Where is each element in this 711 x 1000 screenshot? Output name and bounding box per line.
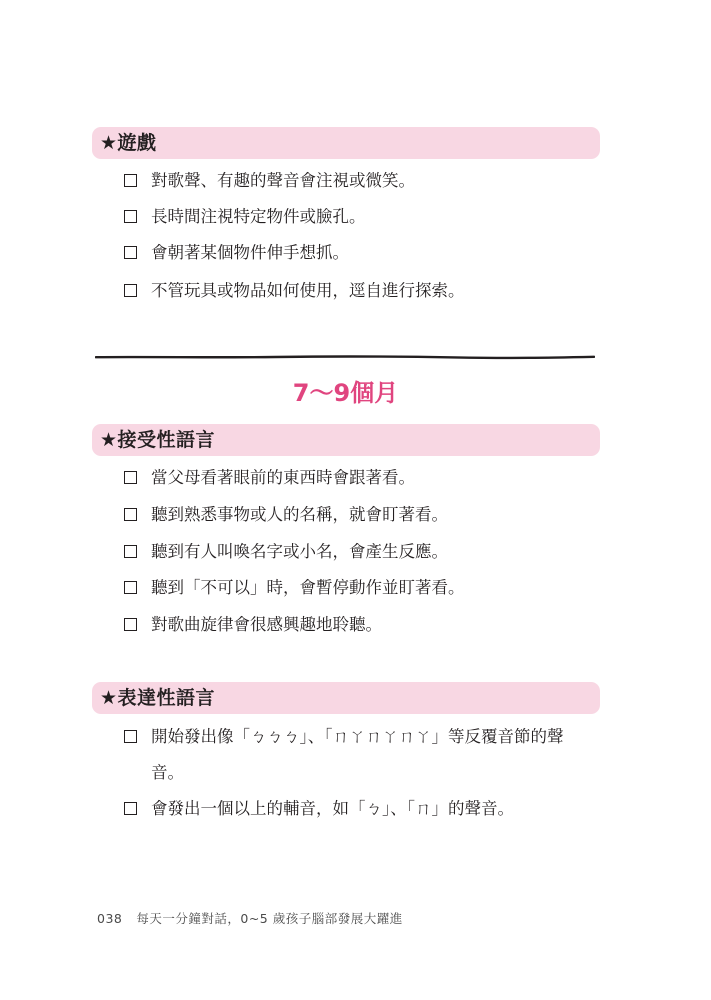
checkbox-icon [124, 581, 137, 594]
checklist-item-text: 長時間注視特定物件或臉孔。 [151, 207, 366, 226]
section-title-receptive: ★接受性語言 [100, 429, 216, 451]
checkbox-icon [124, 545, 137, 558]
checkbox-icon [124, 618, 137, 631]
checklist-item [124, 460, 609, 496]
checkbox-icon [124, 802, 137, 815]
age-range-heading: 7～9個月 [292, 379, 399, 407]
checkbox-icon [124, 210, 137, 223]
checkbox-icon [124, 730, 137, 743]
checklist-item-text-continued: 音。 [151, 763, 184, 782]
page-footer [97, 909, 403, 927]
checklist-item-text: 會朝著某個物件伸手想抓。 [151, 243, 349, 262]
checkbox-icon [124, 471, 137, 484]
section-title-expressive: ★表達性語言 [100, 687, 216, 709]
checklist-item-text: 當父母看著眼前的東西時會跟著看。 [151, 468, 415, 487]
checklist-item-text: 聽到「不可以」時，會暫停動作並盯著看。 [151, 578, 465, 597]
checklist-item [124, 607, 609, 643]
checklist-item-text: 聽到有人叫喚名字或小名，會產生反應。 [151, 542, 448, 561]
checklist-item-text: 不管玩具或物品如何使用，逕自進行探索。 [151, 281, 465, 300]
section-title-play: ★遊戲 [100, 132, 157, 154]
checklist-item [124, 719, 609, 791]
checkbox-icon [124, 174, 137, 187]
checklist-item-text: 對歌聲、有趣的聲音會注視或微笑。 [151, 171, 415, 190]
checklist-item [124, 199, 609, 235]
checkbox-icon [124, 284, 137, 297]
checklist-item [124, 163, 609, 199]
checkbox-icon [124, 246, 137, 259]
checklist-item-text: 會發出一個以上的輔音，如「ㄅ」、「ㄇ」的聲音。 [151, 799, 514, 818]
checklist-item [124, 497, 609, 533]
checklist-item-text: 對歌曲旋律會很感興趣地聆聽。 [151, 615, 382, 634]
checklist-item-text: 開始發出像「ㄅㄅㄅ」、「ㄇㄚㄇㄚㄇㄚ」等反覆音節的聲 [151, 727, 564, 746]
checklist-item [124, 570, 609, 606]
book-title: 每天一分鐘對話，0~5 歲孩子腦部發展大躍進 [136, 911, 403, 926]
section-bar-play [92, 127, 600, 159]
checklist-item [124, 791, 609, 827]
checklist-item [124, 235, 609, 271]
checklist-item-text: 聽到熟悉事物或人的名稱，就會盯著看。 [151, 505, 448, 524]
page-number: 038 [97, 911, 123, 926]
checklist-item [124, 273, 609, 309]
section-divider [95, 352, 595, 362]
checklist-item [124, 534, 609, 570]
checkbox-icon [124, 508, 137, 521]
